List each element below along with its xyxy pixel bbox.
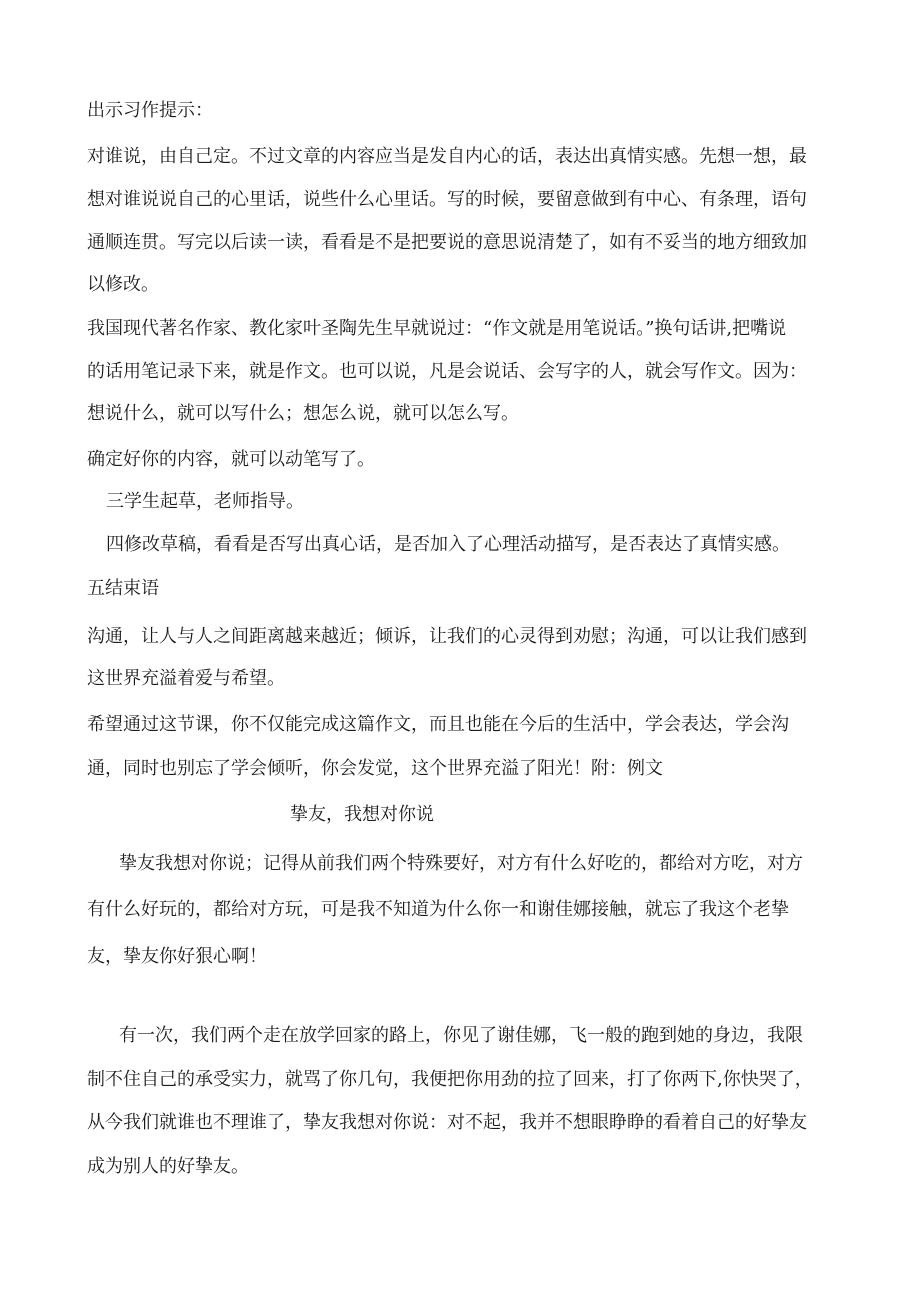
paragraph-line: 通，同时也别忘了学会倾听，你会发觉，这个世界充溢了阳光！附：例文 xyxy=(87,758,663,779)
paragraph-line: 沟通，让人与人之间距离越来越近；倾诉，让我们的心灵得到劝慰；沟通，可以让我们感到 xyxy=(87,626,807,647)
section-heading: 四修改草稿，看看是否写出真心话，是否加入了心理活动描写，是否表达了真情实感。 xyxy=(106,534,790,555)
paragraph-line: 对谁说，由自己定。不过文章的内容应当是发自内心的话，表达出真情实感。先想一想，最 xyxy=(87,146,807,167)
paragraph-line: 制不住自己的承受实力，就骂了你几句，我便把你用劲的拉了回来，打了你两下,你快哭了， xyxy=(87,1069,813,1090)
paragraph-line: 以修改。 xyxy=(87,274,159,295)
paragraph-line: 挚友我想对你说；记得从前我们两个特殊要好，对方有什么好吃的，都给对方吃，对方 xyxy=(119,853,803,874)
essay-title: 挚友，我想对你说 xyxy=(290,804,434,825)
paragraph-line: 从今我们就谁也不理谁了，挚友我想对你说：对不起，我并不想眼睁睁的看着自己的好挚友 xyxy=(87,1112,807,1133)
paragraph-line: 这世界充溢着爱与希望。 xyxy=(87,668,285,689)
paragraph-line: 我国现代著名作家、教化家叶圣陶先生早就说过：“作文就是用笔说话。”换句话讲,把嘴说 xyxy=(87,318,787,339)
paragraph-line: 想说什么，就可以写什么；想怎么说，就可以怎么写。 xyxy=(87,403,519,424)
paragraph-line: 友，挚友你好狠心啊！ xyxy=(87,946,267,967)
paragraph-line: 的话用笔记录下来，就是作文。也可以说，凡是会说话、会写字的人，就会写作文。因为： xyxy=(87,361,807,382)
paragraph-line: 想对谁说说自己的心里话，说些什么心里话。写的时候，要留意做到有中心、有条理，语句 xyxy=(87,189,807,210)
section-heading: 五结束语 xyxy=(87,578,159,599)
section-heading: 三学生起草，老师指导。 xyxy=(106,491,304,512)
section-heading: 出示习作提示： xyxy=(87,100,213,121)
paragraph-line: 希望通过这节课，你不仅能完成这篇作文，而且也能在今后的生活中，学会表达，学会沟 xyxy=(87,714,789,735)
paragraph-line: 确定好你的内容，就可以动笔写了。 xyxy=(87,449,375,470)
paragraph-line: 通顺连贯。写完以后读一读，看看是不是把要说的意思说清楚了，如有不妥当的地方细致加 xyxy=(87,232,807,253)
paragraph-line: 有一次，我们两个走在放学回家的路上，你见了谢佳娜，飞一般的跑到她的身边，我限 xyxy=(119,1025,803,1046)
paragraph-line: 成为别人的好挚友。 xyxy=(87,1156,249,1177)
paragraph-line: 有什么好玩的，都给对方玩，可是我不知道为什么你一和谢佳娜接触，就忘了我这个老挚 xyxy=(87,899,789,920)
